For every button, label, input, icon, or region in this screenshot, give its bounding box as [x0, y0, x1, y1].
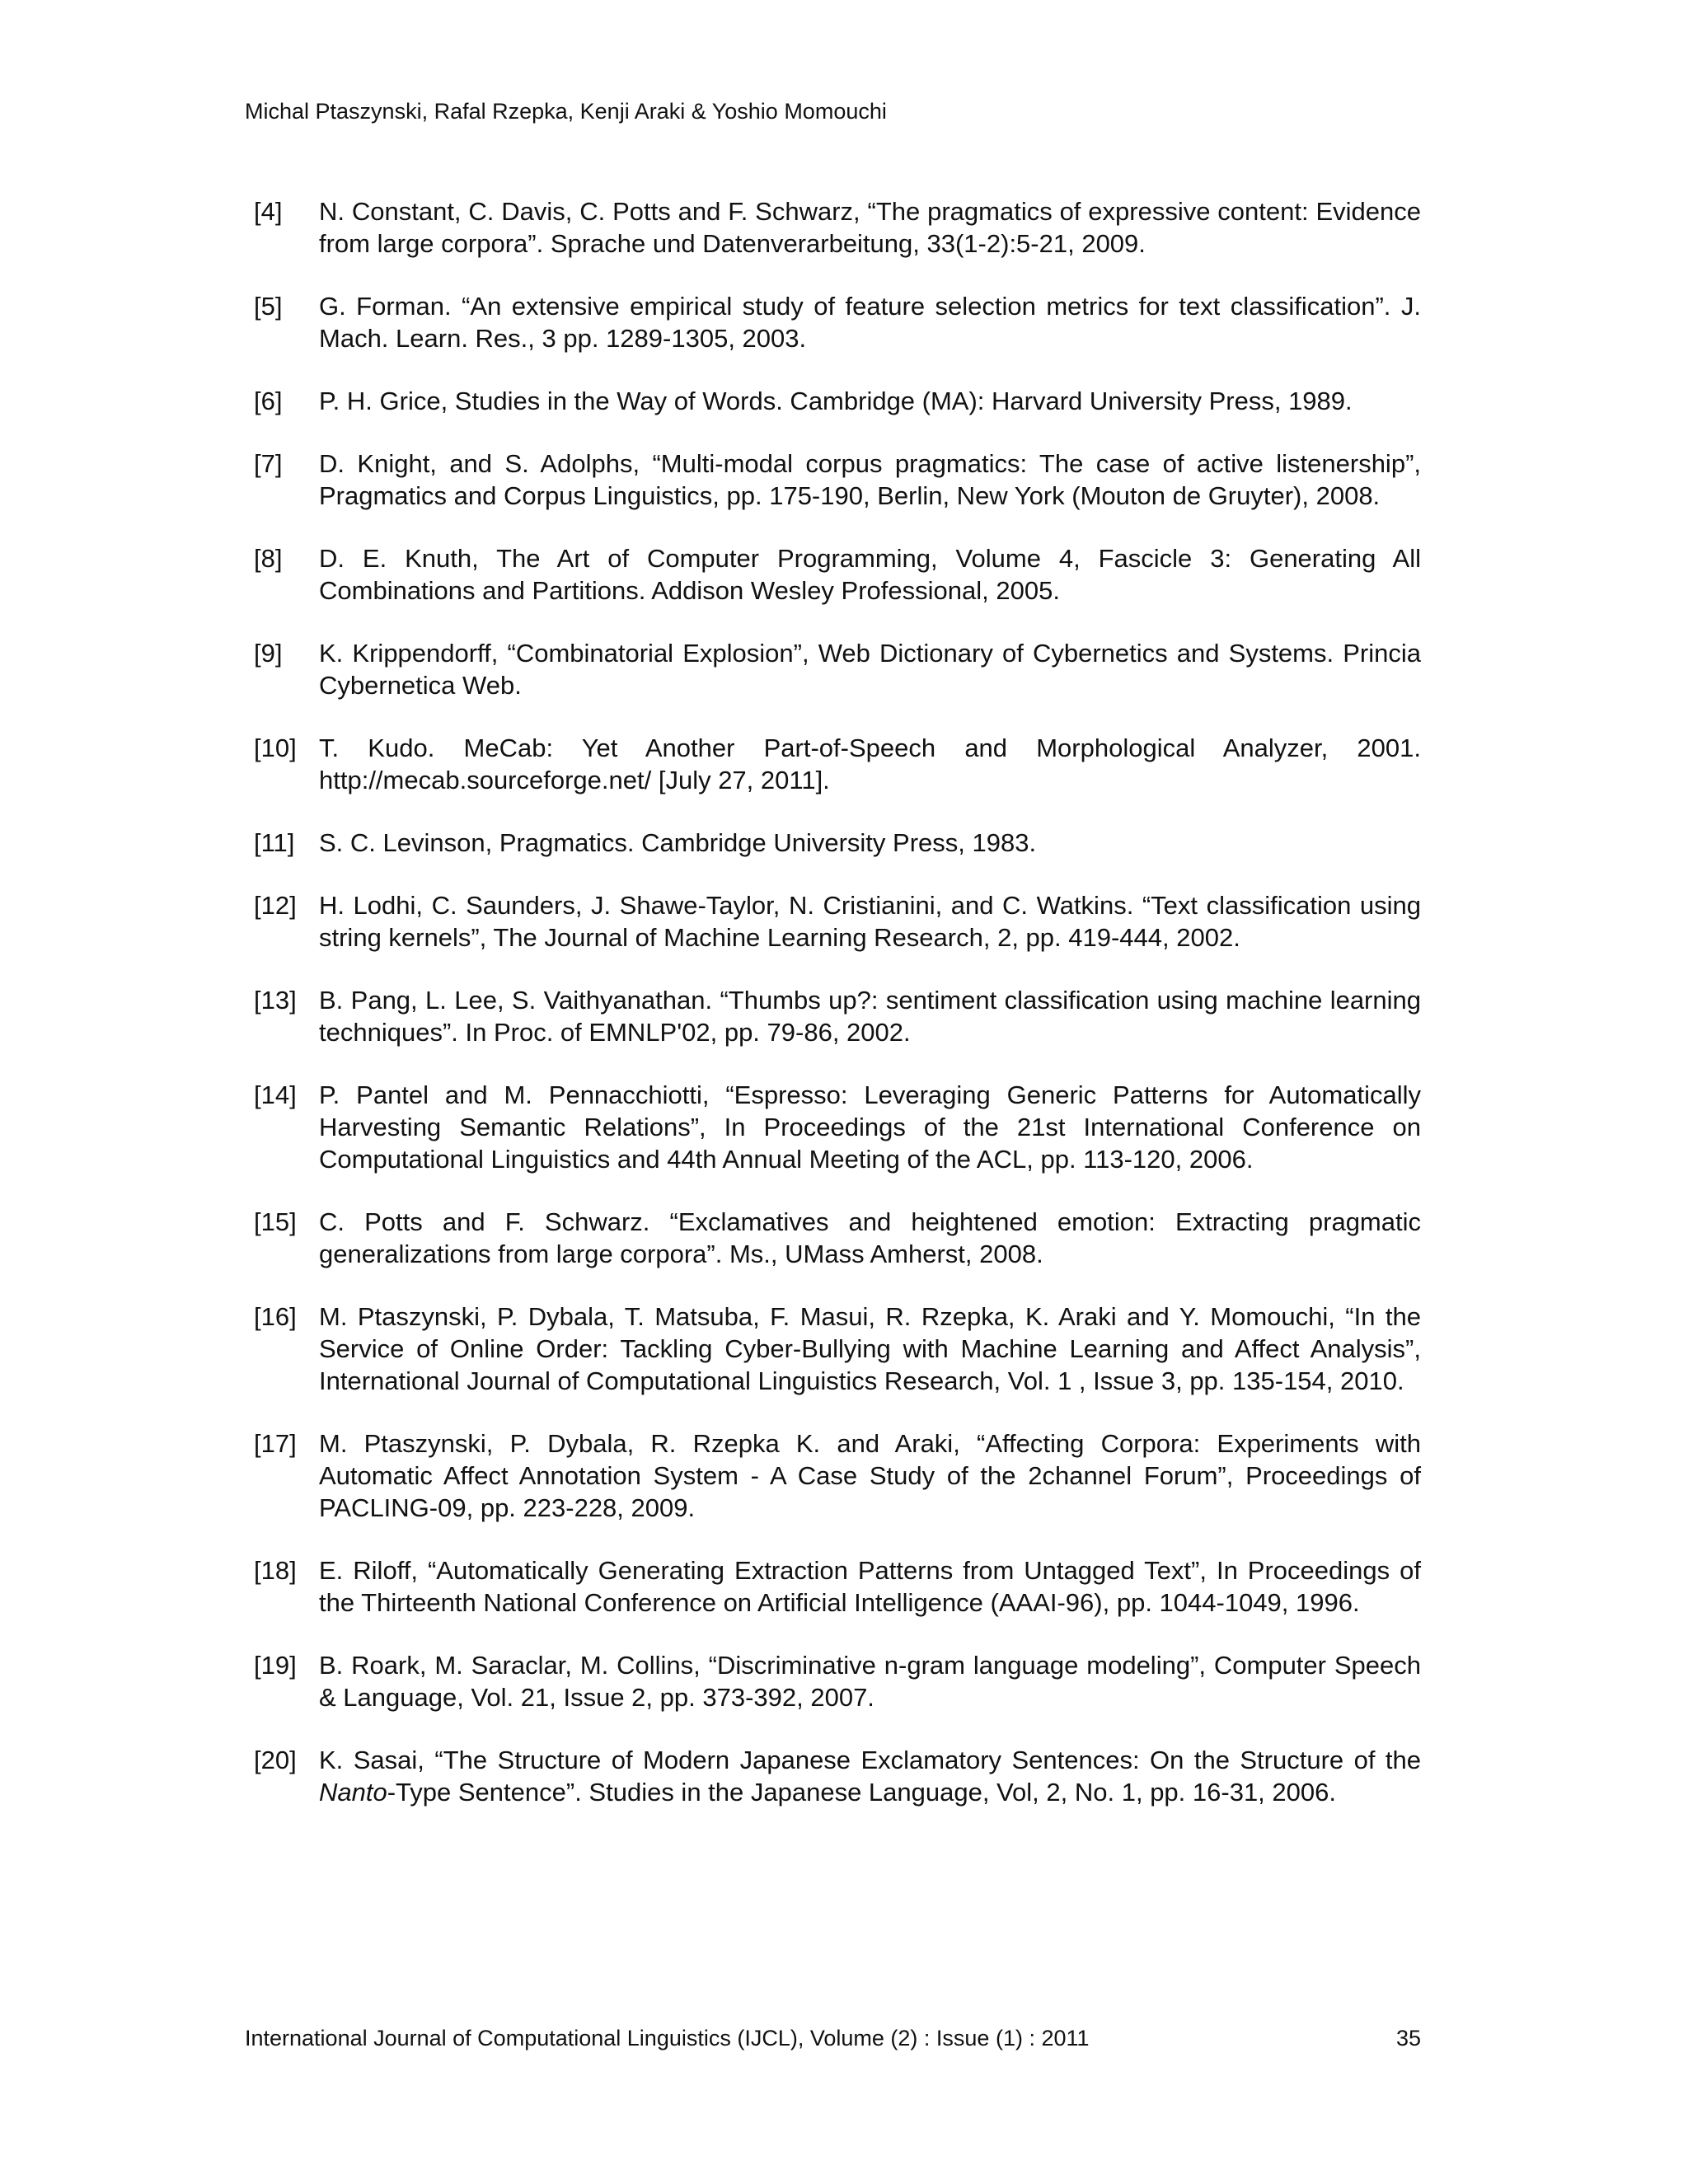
- reference-text: B. Pang, L. Lee, S. Vaithyanathan. “Thumbs up?: sentiment classification using machine learning techniques”. In Proc. of EMNLP'02, pp. 79-86, 2002.: [319, 986, 1421, 1047]
- reference-number: [10]: [254, 733, 297, 762]
- reference-number: [18]: [254, 1556, 297, 1585]
- reference-number: [20]: [254, 1746, 297, 1774]
- reference-number: [12]: [254, 891, 297, 920]
- reference-item: [254, 984, 1421, 1048]
- reference-number: [9]: [254, 639, 283, 668]
- reference-list: [254, 195, 1421, 1839]
- reference-item: [254, 889, 1421, 954]
- reference-item: [254, 827, 1421, 859]
- reference-text: P. Pantel and M. Pennacchiotti, “Espresso: Leveraging Generic Patterns for Automatically Harvesting Semantic Relations”, In Proceedings of the 21st International Conference on Computational Linguistics and 44th Annual Meeting of the ACL, pp. 113-120, 2006.: [319, 1080, 1421, 1174]
- reference-number: [19]: [254, 1651, 297, 1680]
- reference-item: [254, 1206, 1421, 1270]
- reference-item: [254, 195, 1421, 260]
- reference-item: [254, 1744, 1421, 1808]
- reference-number: [5]: [254, 292, 283, 321]
- reference-number: [13]: [254, 986, 297, 1015]
- reference-item: [254, 542, 1421, 607]
- reference-text: [319, 1746, 1421, 1807]
- reference-item: [254, 637, 1421, 701]
- reference-text: E. Riloff, “Automatically Generating Extraction Patterns from Untagged Text”, In Proceedings of the Thirteenth National Conference on Artificial Intelligence (AAAI-96), pp. 1044-1049, 1996.: [319, 1556, 1421, 1617]
- reference-number: [4]: [254, 197, 283, 226]
- reference-item: [254, 1554, 1421, 1619]
- reference-item: [254, 1079, 1421, 1175]
- reference-item: [254, 1301, 1421, 1397]
- reference-text: M. Ptaszynski, P. Dybala, R. Rzepka K. and Araki, “Affecting Corpora: Experiments with Automatic Affect Annotation System - A Case Study of the 2channel Forum”, Proceedings of PACLING-09, pp. 223-228, 2009.: [319, 1429, 1421, 1522]
- reference-text: P. H. Grice, Studies in the Way of Words. Cambridge (MA): Harvard University Press, 1989.: [319, 387, 1353, 415]
- reference-text-part: K. Sasai, “The Structure of Modern Japanese Exclamatory Sentences: On the Structure of the: [319, 1746, 1421, 1774]
- reference-number: [15]: [254, 1207, 297, 1236]
- reference-text: S. C. Levinson, Pragmatics. Cambridge University Press, 1983.: [319, 828, 1037, 857]
- reference-item: [254, 448, 1421, 512]
- reference-number: [8]: [254, 544, 283, 573]
- page-number: 35: [1395, 2026, 1421, 2050]
- reference-number: [11]: [254, 828, 295, 857]
- reference-item: [254, 1427, 1421, 1524]
- reference-text: C. Potts and F. Schwarz. “Exclamatives and heightened emotion: Extracting pragmatic generalizations from large corpora”. Ms., UMass Amherst, 2008.: [319, 1207, 1421, 1268]
- running-header: Michal Ptaszynski, Rafal Rzepka, Kenji Araki & Yoshio Momouchi: [245, 99, 887, 124]
- reference-text: H. Lodhi, C. Saunders, J. Shawe-Taylor, N. Cristianini, and C. Watkins. “Text classification using string kernels”, The Journal of Machine Learning Research, 2, pp. 419-444, 2002.: [319, 891, 1421, 952]
- reference-text: D. Knight, and S. Adolphs, “Multi-modal corpus pragmatics: The case of active listenership”, Pragmatics and Corpus Linguistics, pp. 175-190, Berlin, New York (Mouton de Gruyter), 2008.: [319, 449, 1421, 510]
- reference-item: [254, 732, 1421, 796]
- reference-number: [17]: [254, 1429, 297, 1458]
- reference-number: [7]: [254, 449, 283, 478]
- reference-text: D. E. Knuth, The Art of Computer Programming, Volume 4, Fascicle 3: Generating All Combinations and Partitions. Addison Wesley Professional, 2005.: [319, 544, 1421, 605]
- reference-text: N. Constant, C. Davis, C. Potts and F. Schwarz, “The pragmatics of expressive content: Evidence from large corpora”. Sprache und Datenverarbeitung, 33(1-2):5-21, 2009.: [319, 197, 1421, 258]
- reference-text-part: -Type Sentence”. Studies in the Japanese Language, Vol, 2, No. 1, pp. 16-31, 2006.: [387, 1778, 1336, 1807]
- reference-text: B. Roark, M. Saraclar, M. Collins, “Discriminative n-gram language modeling”, Computer Speech & Language, Vol. 21, Issue 2, pp. 373-392, 2007.: [319, 1651, 1421, 1712]
- reference-number: [16]: [254, 1302, 297, 1331]
- reference-text: K. Krippendorff, “Combinatorial Explosion”, Web Dictionary of Cybernetics and Systems. Princia Cybernetica Web.: [319, 639, 1421, 700]
- reference-item: [254, 1649, 1421, 1713]
- reference-number: [14]: [254, 1080, 297, 1109]
- reference-italic-term: Nanto: [319, 1778, 387, 1807]
- reference-text: G. Forman. “An extensive empirical study of feature selection metrics for text classification”. J. Mach. Learn. Res., 3 pp. 1289-1305, 2003.: [319, 292, 1421, 353]
- reference-text: M. Ptaszynski, P. Dybala, T. Matsuba, F. Masui, R. Rzepka, K. Araki and Y. Momouchi, “In the Service of Online Order: Tackling Cyber-Bullying with Machine Learning and Affect Analysis”, International Journal of Computational Linguistics Research, Vol. 1 , Issue 3, pp. 135-154, 2010.: [319, 1302, 1421, 1395]
- reference-item: [254, 290, 1421, 354]
- reference-item: [254, 385, 1421, 417]
- reference-number: [6]: [254, 387, 283, 415]
- footer-journal-info: International Journal of Computational Linguistics (IJCL), Volume (2) : Issue (1) : 2011: [245, 2026, 1090, 2050]
- reference-text: T. Kudo. MeCab: Yet Another Part-of-Speech and Morphological Analyzer, 2001. http://mecab.sourceforge.net/ [July 27, 2011].: [319, 733, 1421, 794]
